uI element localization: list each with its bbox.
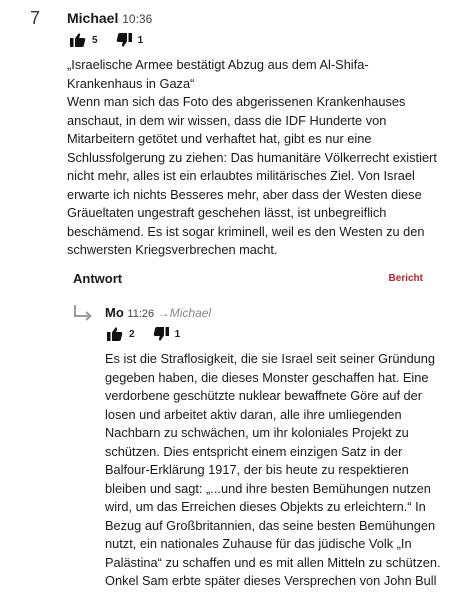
- comment-actions: [73, 271, 423, 286]
- reply-author-name[interactable]: Mo: [105, 305, 124, 320]
- reply-dislike-count: 1: [174, 328, 181, 340]
- comment-text: „Israelische Armee bestätigt Abzug aus dem Al-Shifa-Krankenhaus in Gaza“ Wenn man sich das Foto des abgerissenen Krankenhauses anschaut, in dem wir wissen, dass die IDF Hunderte von Mitarbeitern getötet und verhaftet hat, gibt es nur eine Schlussfolgerung zu ziehen: Das humanitäre Völkerrecht existiert nicht mehr, alles ist ein erlaubtes militärisches Ziel. Von Israel erwarte ich nichts Besseres mehr, aber dass der Westen diese Gräueltaten ungestraft geschehen lässt, ist unbegreiflich beschämend. Es ist sogar kriminell, weil es den Westen zu den schwersten Kriegsverbrechen macht.: [67, 57, 437, 257]
- reply-body: [105, 350, 445, 591]
- report-button[interactable]: Bericht: [388, 273, 423, 284]
- reply-button[interactable]: Antwort: [73, 271, 123, 286]
- reply-author: [105, 305, 211, 320]
- reply-to-link[interactable]: →Michael: [157, 306, 212, 320]
- comment-number: 7: [30, 8, 41, 28]
- thumbs-down-icon[interactable]: [153, 327, 169, 341]
- reply-arrow-icon: [72, 304, 94, 322]
- thumbs-up-icon[interactable]: [70, 33, 86, 47]
- comment-author: [67, 10, 152, 26]
- comment-time: 10:36: [122, 12, 153, 26]
- thumbs-down-icon[interactable]: [116, 33, 132, 47]
- dislike-count: 1: [137, 34, 144, 46]
- author-name[interactable]: Michael: [67, 10, 119, 26]
- reply-text: Es ist die Straflosigkeit, die sie Israel seit seiner Gründung gegeben haben, die dieses Monster geschaffen hat. Eine verdorbene geschützte nuklear bewaffnete Göre auf der losen und arbeitet aktiv daran, alle ihre umliegenden Nachbarn zu schwächen, um ihr koloniales Projekt zu schützen. Dies entspricht einem einzigen Satz in der Balfour-Erklärung 1917, der bis heute zu respektieren bleiben und sagt: „...und ihre besten Bemühungen nutzen wird, um das Erreichen dieses Objekts zu erleichtern.“ In Bezug auf Großbritannien, das seine besten Bemühungen nutzt, ein nationales Zuhause für das jüdische Volk „In Palästina“ zu schaffen und es mit allen Mitteln zu schützen. Onkel Sam erbte später dieses Versprechen von John Bull: [105, 351, 441, 588]
- thumbs-up-icon[interactable]: [107, 327, 123, 341]
- like-count: 5: [92, 34, 98, 46]
- comment-body: [67, 56, 442, 260]
- reply-like-count: 2: [129, 328, 135, 340]
- reply-vote-bar: [107, 327, 198, 341]
- reply-time: 11:26: [127, 308, 155, 320]
- vote-bar: [70, 33, 161, 47]
